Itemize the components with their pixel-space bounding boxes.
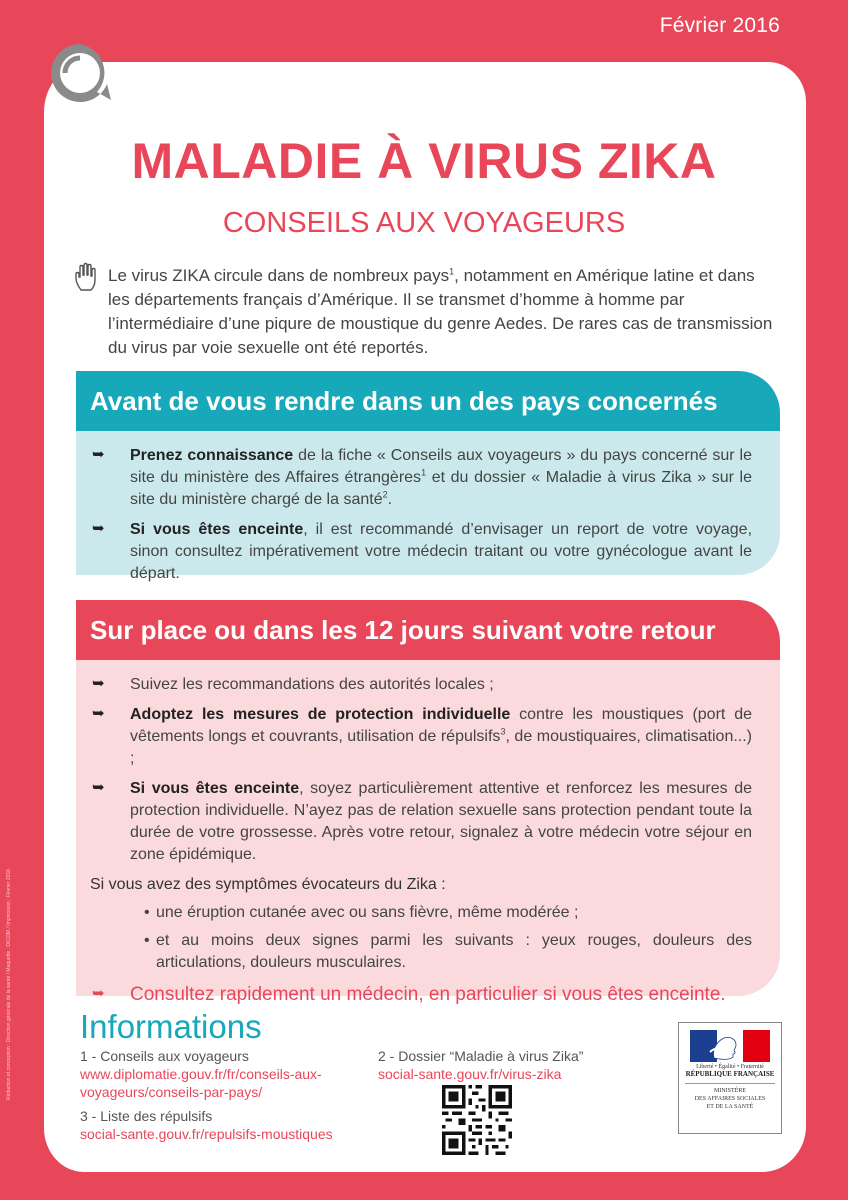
reference-label: 1 - Conseils aux voyageurs bbox=[80, 1048, 249, 1064]
symptom-item: • une éruption cutanée avec ou sans fièvre, même modérée ; bbox=[126, 902, 752, 924]
arrow-icon: ➥ bbox=[92, 520, 105, 537]
info-references-right bbox=[378, 1047, 608, 1083]
section-before-travel-heading: Avant de vous rendre dans un des pays concernés bbox=[76, 371, 780, 431]
reference-link[interactable]: www.diplomatie.gouv.fr/fr/conseils-aux-voyageurs/conseils-par-pays/ bbox=[80, 1066, 322, 1100]
symptoms-intro: Si vous avez des symptômes évocateurs du Zika : bbox=[90, 876, 446, 893]
speech-bubble-logo-icon bbox=[47, 40, 113, 106]
arrow-icon: ➥ bbox=[92, 985, 105, 1002]
intro-paragraph: Le virus ZIKA circule dans de nombreux pays$^1$, notamment en Amérique latine et dans les départements français d’Amérique. Il se transmet d’homme à homme par l’intermédiaire d’une piqure de moustique du genre Aedes. De rares cas de transmission du virus par voie sexuelle ont été reportés. bbox=[108, 266, 773, 357]
section-on-site-body bbox=[76, 660, 780, 1005]
bullet-icon: • bbox=[144, 904, 150, 921]
reference-link[interactable]: social-sante.gouv.fr/virus-zika bbox=[378, 1066, 562, 1082]
motto: Liberté • Égalité • Fraternité bbox=[696, 1064, 764, 1070]
reference-link[interactable]: social-sante.gouv.fr/repulsifs-moustiques bbox=[80, 1126, 333, 1142]
info-references-left bbox=[80, 1047, 370, 1143]
list-item: ➥ Si vous êtes enceinte, il est recommandé d’envisager un report de votre voyage, sinon consultez impérativement votre médecin traitant ou votre gynécologue avant le départ. bbox=[92, 520, 753, 582]
page-subtitle: CONSEILS AUX VOYAGEURS bbox=[222, 207, 626, 239]
informations-title: Informations bbox=[80, 1008, 262, 1045]
symptom-item: • et au moins deux signes parmi les suivants : yeux rouges, douleurs des articulations, douleurs musculaires. bbox=[144, 932, 752, 971]
ministry-name-line: DES AFFAIRES SOCIALES bbox=[694, 1096, 766, 1102]
ministry-name-line: MINISTÈRE bbox=[714, 1088, 746, 1094]
marianne-flag-icon bbox=[690, 1030, 770, 1062]
side-credits: Rédaction et conception : Direction générale de la santé / Maquette : DICOM / Impression : Février 2016 bbox=[6, 869, 12, 1100]
arrow-icon: ➥ bbox=[92, 779, 105, 796]
republique-francaise-logo bbox=[678, 1022, 782, 1134]
reference-label: 3 - Liste des répulsifs bbox=[80, 1108, 213, 1124]
section-before-travel-body bbox=[76, 431, 780, 582]
final-advice: ➥ Consultez rapidement un médecin, en particulier si vous êtes enceinte. bbox=[90, 982, 752, 1008]
arrow-icon: ➥ bbox=[92, 675, 105, 692]
arrow-icon: ➥ bbox=[92, 705, 105, 722]
hand-icon bbox=[74, 262, 98, 292]
divider bbox=[685, 1083, 775, 1084]
republic-name: RÉPUBLIQUE FRANÇAISE bbox=[685, 1070, 775, 1078]
bullet-icon: • bbox=[144, 932, 150, 949]
qr-code-icon[interactable] bbox=[442, 1085, 512, 1155]
page-title: MALADIE À VIRUS ZIKA bbox=[131, 133, 717, 189]
list-item: ➥ Prenez connaissance de la fiche « Conseils aux voyageurs » du pays concerné sur le site du ministère des Affaires étrangères$^1$ et du dossier « Maladie à virus Zika » sur le site du ministère chargé de la santé$^2$. bbox=[92, 446, 753, 508]
section-on-site-heading: Sur place ou dans les 12 jours suivant votre retour bbox=[76, 600, 780, 660]
list-item: ➥ Adoptez les mesures de protection individuelle contre les moustiques (port de vêtements longs et couvrants, utilisation de répulsifs$^3$, de moustiquaires, climatisation...) ; bbox=[92, 705, 753, 767]
ministry-name-line: ET DE LA SANTÉ bbox=[706, 1104, 754, 1110]
list-item: ➥ Si vous êtes enceinte, soyez particulièrement attentive et renforcez les mesures de protection individuelle. N’ayez pas de relation sexuelle sans protection pendant toute la durée de votre grossesse. Après votre retour, signalez à votre médecin votre séjour en zone épidémique. bbox=[92, 779, 753, 863]
list-item: ➥ Suivez les recommandations des autorités locales ; bbox=[92, 675, 494, 693]
arrow-icon: ➥ bbox=[92, 446, 105, 463]
reference-label: 2 - Dossier “Maladie à virus Zika” bbox=[378, 1048, 584, 1064]
publication-date: Février 2016 bbox=[659, 14, 780, 37]
